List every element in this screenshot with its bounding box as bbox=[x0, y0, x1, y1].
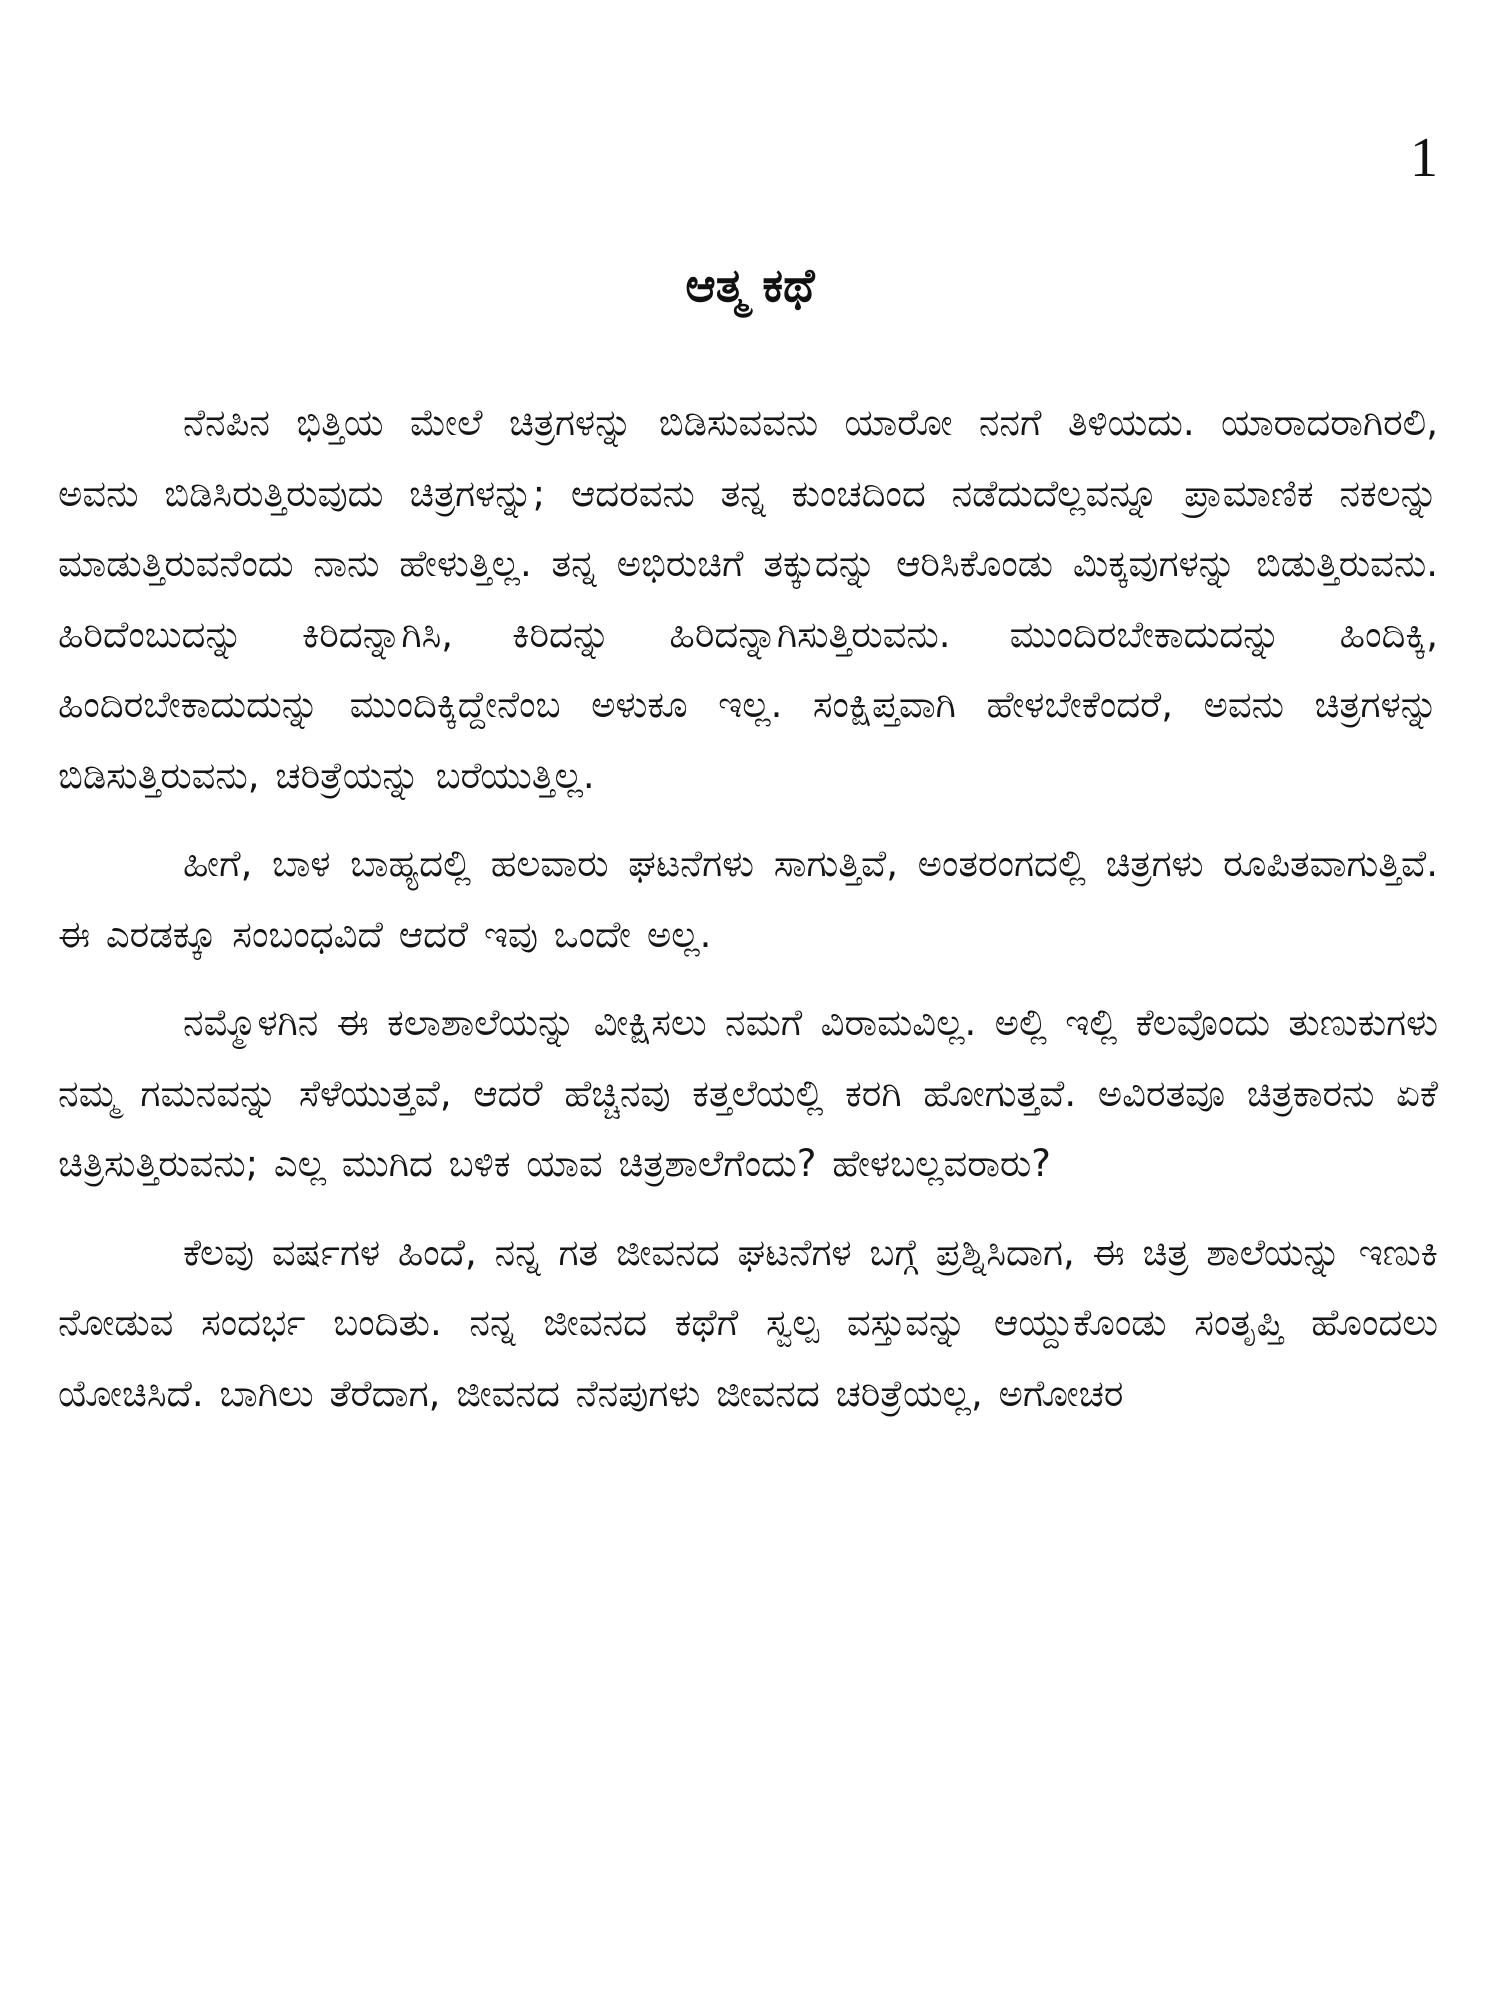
paragraph: ನಮ್ಮೊಳಗಿನ ಈ ಕಲಾಶಾಲೆಯನ್ನು ವೀಕ್ಷಿಸಲು ನಮಗೆ ವಿರಾಮವಿಲ್ಲ. ಅಲ್ಲಿ ಇಲ್ಲಿ ಕೆಲವೊಂದು ತುಣುಕುಗಳು ನಮ್ಮ ಗಮನವನ್ನು ಸೆಳೆಯುತ್ತವೆ, ಆದರೆ ಹೆಚ್ಚಿನವು ಕತ್ತಲೆಯಲ್ಲಿ ಕರಗಿ ಹೋಗುತ್ತವೆ. ಅವಿರತವೂ ಚಿತ್ರಕಾರನು ಏಕೆ ಚಿತ್ರಿಸುತ್ತಿರುವನು; ಎಲ್ಲ ಮುಗಿದ ಬಳಿಕ ಯಾವ ಚಿತ್ರಶಾಲೆಗೆಂದು? ಹೇಳಬಲ್ಲವರಾರು? bbox=[58, 1001, 1438, 1185]
paragraph: ಹೀಗೆ, ಬಾಳ ಬಾಹ್ಯದಲ್ಲಿ ಹಲವಾರು ಘಟನೆಗಳು ಸಾಗುತ್ತಿವೆ, ಅಂತರಂಗದಲ್ಲಿ ಚಿತ್ರಗಳು ರೂಪಿತವಾಗುತ್ತಿವೆ. ಈ ಎರಡಕ್ಕೂ ಸಂಬಂಧವಿದೆ ಆದರೆ ಇವು ಒಂದೇ ಅಲ್ಲ. bbox=[58, 842, 1438, 956]
paragraph: ಕೆಲವು ವರ್ಷಗಳ ಹಿಂದೆ, ನನ್ನ ಗತ ಜೀವನದ ಘಟನೆಗಳ ಬಗ್ಗೆ ಪ್ರಶ್ನಿಸಿದಾಗ, ಈ ಚಿತ್ರ ಶಾಲೆಯನ್ನು ಇಣುಕಿ ನೋಡುವ ಸಂದರ್ಭ ಬಂದಿತು. ನನ್ನ ಜೀವನದ ಕಥೆಗೆ ಸ್ವಲ್ಪ ವಸ್ತುವನ್ನು ಆಯ್ದುಕೊಂಡು ಸಂತೃಪ್ತಿ ಹೊಂದಲು ಯೋಚಿಸಿದೆ. ಬಾಗಿಲು ತೆರೆದಾಗ, ಜೀವನದ ನೆನಪುಗಳು ಜೀವನದ ಚರಿತ್ರೆಯಲ್ಲ, ಅಗೋಚರ bbox=[58, 1230, 1438, 1415]
page-number: 1 bbox=[1410, 127, 1438, 189]
body-text bbox=[58, 388, 1438, 1447]
chapter-title: ಆತ್ಮ ಕಥೆ bbox=[685, 258, 815, 312]
paragraph: ನೆನಪಿನ ಭಿತ್ತಿಯ ಮೇಲೆ ಚಿತ್ರಗಳನ್ನು ಬಿಡಿಸುವವನು ಯಾರೋ ನನಗೆ ತಿಳಿಯದು. ಯಾರಾದರಾಗಿರಲಿ, ಅವನು ಬಿಡಿಸಿರುತ್ತಿರುವುದು ಚಿತ್ರಗಳನ್ನು; ಆದರವನು ತನ್ನ ಕುಂಚದಿಂದ ನಡೆದುದೆಲ್ಲವನ್ನೂ ಪ್ರಾಮಾಣಿಕ ನಕಲನ್ನು ಮಾಡುತ್ತಿರುವನೆಂದು ನಾನು ಹೇಳುತ್ತಿಲ್ಲ. ತನ್ನ ಅಭಿರುಚಿಗೆ ತಕ್ಕುದನ್ನು ಆರಿಸಿಕೊಂಡು ಮಿಕ್ಕವುಗಳನ್ನು ಬಿಡುತ್ತಿರುವನು. ಹಿರಿದೆಂಬುದನ್ನು ಕಿರಿದನ್ನಾಗಿಸಿ, ಕಿರಿದನ್ನು ಹಿರಿದನ್ನಾಗಿಸುತ್ತಿರುವನು. ಮುಂದಿರಬೇಕಾದುದನ್ನು ಹಿಂದಿಕ್ಕಿ, ಹಿಂದಿರಬೇಕಾದುದುನ್ನು ಮುಂದಿಕ್ಕಿದ್ದೇನೆಂಬ ಅಳುಕೂ ಇಲ್ಲ. ಸಂಕ್ಷಿಪ್ತವಾಗಿ ಹೇಳಬೇಕೆಂದರೆ, ಅವನು ಚಿತ್ರಗಳನ್ನು ಬಿಡಿಸುತ್ತಿರುವನು, ಚರಿತ್ರೆಯನ್ನು ಬರೆಯುತ್ತಿಲ್ಲ. bbox=[58, 401, 1438, 797]
